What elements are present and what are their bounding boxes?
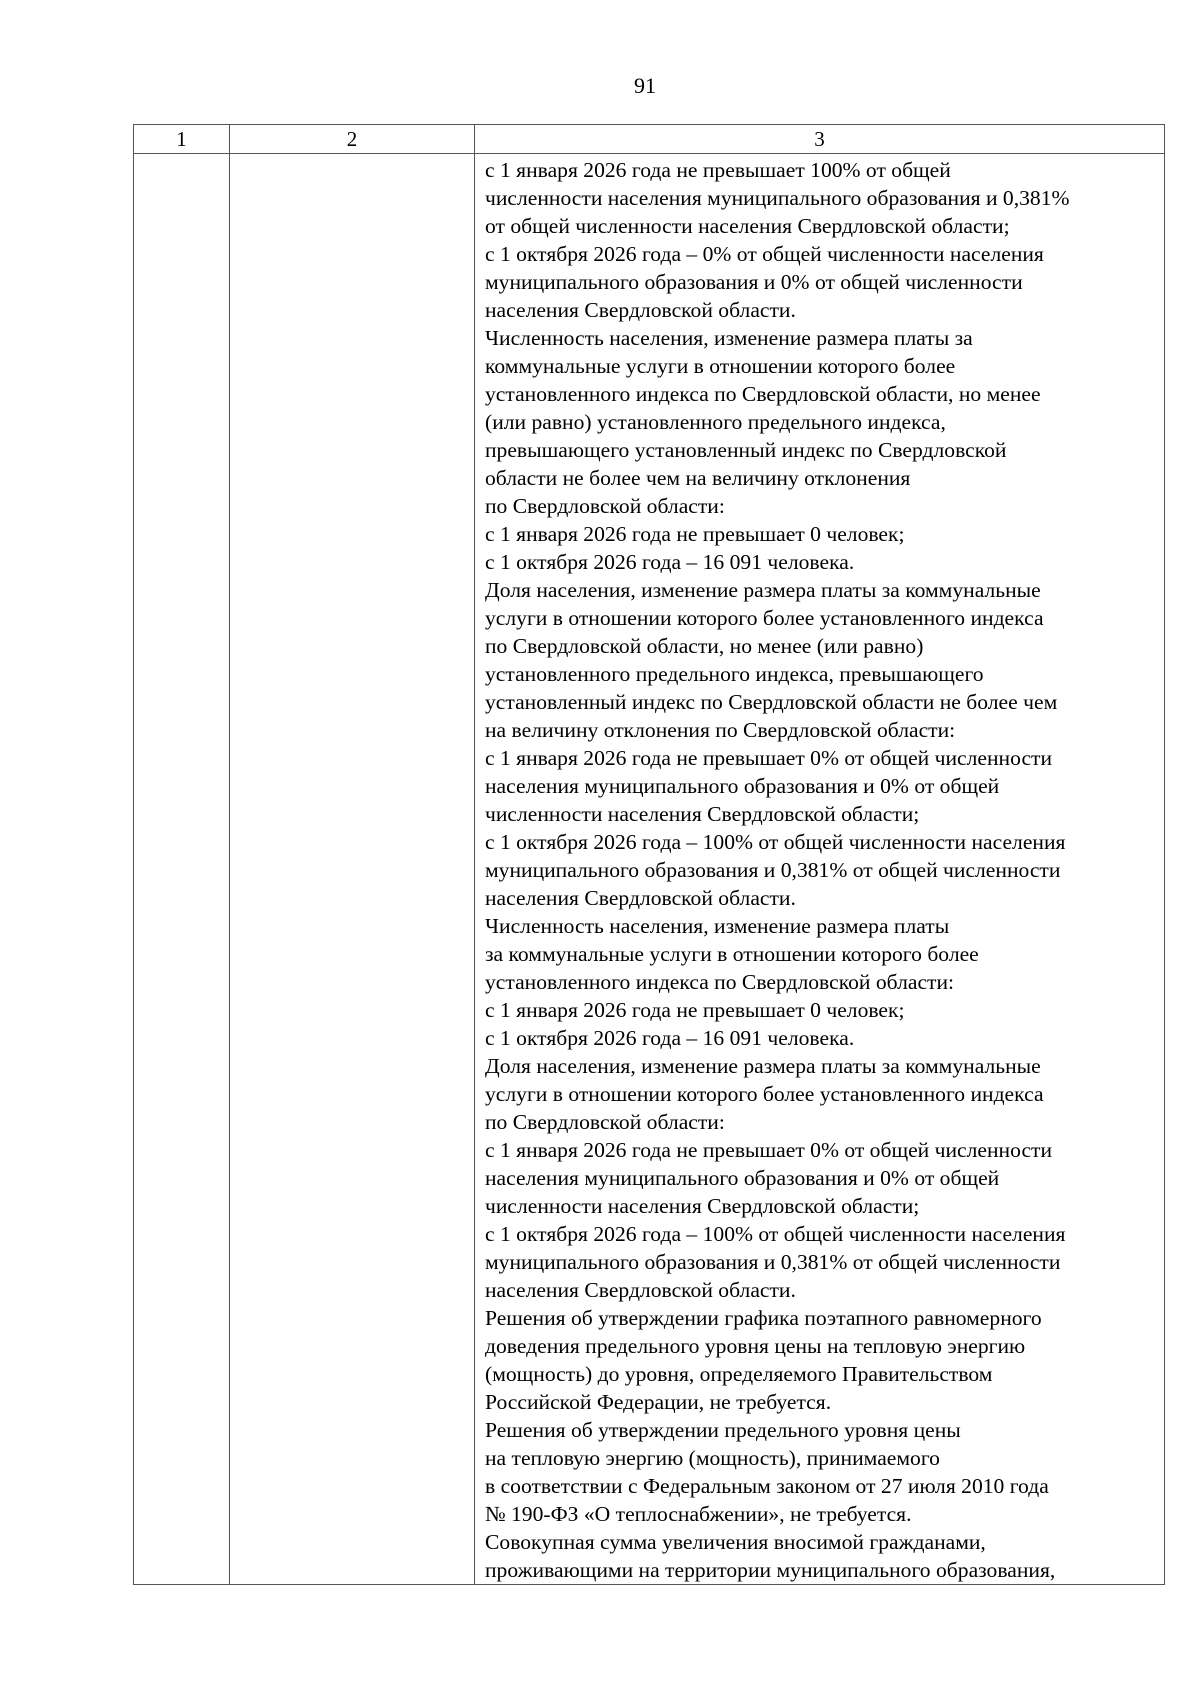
- text-line: установленного индекса по Свердловской области, но менее: [485, 382, 1041, 406]
- text-line: услуги в отношении которого более установленного индекса: [485, 606, 1044, 630]
- text-line: за коммунальные услуги в отношении которого более: [485, 942, 979, 966]
- text-line: (мощность) до уровня, определяемого Правительством: [485, 1362, 993, 1386]
- text-line: с 1 января 2026 года не превышает 0 человек;: [485, 522, 905, 546]
- text-line: № 190-ФЗ «О теплоснабжении», не требуется.: [485, 1502, 912, 1526]
- text-line: Численность населения, изменение размера платы за: [485, 326, 973, 350]
- text-line: населения муниципального образования и 0% от общей: [485, 774, 1000, 798]
- text-line: (или равно) установленного предельного индекса,: [485, 410, 946, 434]
- cell-col-3: [475, 154, 1165, 1585]
- text-line: с 1 января 2026 года не превышает 0% от общей численности: [485, 746, 1053, 770]
- text-line: Российской Федерации, не требуется.: [485, 1390, 832, 1414]
- text-line: коммунальные услуги в отношении которого более: [485, 354, 956, 378]
- text-line: установленный индекс по Свердловской области не более чем: [485, 690, 1058, 714]
- text-line: населения Свердловской области.: [485, 1278, 796, 1302]
- document-table: [133, 124, 1165, 1585]
- text-line: численности населения Свердловской области;: [485, 1194, 920, 1218]
- text-line: превышающего установленный индекс по Свердловской: [485, 438, 1007, 462]
- text-line: с 1 января 2026 года не превышает 100% от общей: [485, 158, 951, 182]
- text-line: на тепловую энергию (мощность), принимаемого: [485, 1446, 940, 1470]
- text-line: с 1 октября 2026 года – 100% от общей численности населения: [485, 830, 1066, 854]
- text-line: от общей численности населения Свердловской области;: [485, 214, 1010, 238]
- text-line: в соответствии с Федеральным законом от 27 июля 2010 года: [485, 1474, 1049, 1498]
- cell-col-2: [230, 154, 475, 1585]
- text-line: населения Свердловской области.: [485, 298, 796, 322]
- text-line: доведения предельного уровня цены на тепловую энергию: [485, 1334, 1026, 1358]
- text-line: на величину отклонения по Свердловской области:: [485, 718, 956, 742]
- text-line: проживающими на территории муниципального образования,: [485, 1558, 1056, 1582]
- table-row: [134, 154, 1165, 1585]
- text-line: населения муниципального образования и 0% от общей: [485, 1166, 1000, 1190]
- text-line: с 1 января 2026 года не превышает 0% от общей численности: [485, 1138, 1053, 1162]
- page-number: 91: [634, 73, 656, 98]
- text-line: Совокупная сумма увеличения вносимой гражданами,: [485, 1530, 986, 1554]
- text-line: с 1 октября 2026 года – 16 091 человека.: [485, 550, 855, 574]
- text-line: Доля населения, изменение размера платы за коммунальные: [485, 1054, 1041, 1078]
- text-line: Решения об утверждении предельного уровня цены: [485, 1418, 961, 1442]
- cell-col-3-text: [475, 154, 1164, 1584]
- text-line: численности населения Свердловской области;: [485, 802, 920, 826]
- text-line: Доля населения, изменение размера платы за коммунальные: [485, 578, 1041, 602]
- text-line: установленного предельного индекса, превышающего: [485, 662, 984, 686]
- table-header-row: [134, 125, 1165, 154]
- text-line: муниципального образования и 0,381% от общей численности: [485, 1250, 1061, 1274]
- text-line: по Свердловской области:: [485, 1110, 725, 1134]
- cell-col-1: [134, 154, 230, 1585]
- text-line: с 1 января 2026 года не превышает 0 человек;: [485, 998, 905, 1022]
- text-line: с 1 октября 2026 года – 0% от общей численности населения: [485, 242, 1044, 266]
- text-line: Решения об утверждении графика поэтапного равномерного: [485, 1306, 1042, 1330]
- header-col-2: 2: [230, 125, 475, 154]
- text-line: муниципального образования и 0,381% от общей численности: [485, 858, 1061, 882]
- header-col-1: 1: [134, 125, 230, 154]
- text-line: установленного индекса по Свердловской области:: [485, 970, 955, 994]
- text-line: услуги в отношении которого более установленного индекса: [485, 1082, 1044, 1106]
- text-line: с 1 октября 2026 года – 100% от общей численности населения: [485, 1222, 1066, 1246]
- text-line: численности населения муниципального образования и 0,381%: [485, 186, 1070, 210]
- text-line: по Свердловской области, но менее (или равно): [485, 634, 924, 658]
- text-line: с 1 октября 2026 года – 16 091 человека.: [485, 1026, 855, 1050]
- text-line: области не более чем на величину отклонения: [485, 466, 911, 490]
- text-line: населения Свердловской области.: [485, 886, 796, 910]
- text-line: Численность населения, изменение размера платы: [485, 914, 950, 938]
- text-line: муниципального образования и 0% от общей численности: [485, 270, 1023, 294]
- header-col-3: 3: [475, 125, 1165, 154]
- text-line: по Свердловской области:: [485, 494, 725, 518]
